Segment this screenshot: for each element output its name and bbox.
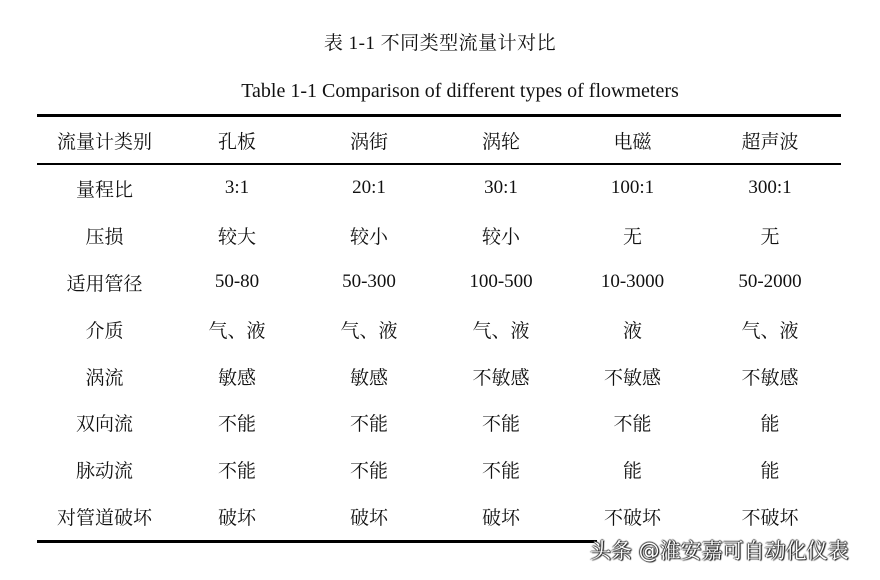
row-label: 量程比 (75, 179, 133, 201)
flowmeter-comparison-table (37, 117, 841, 540)
table-cell: 无 (760, 226, 780, 248)
table-cell: 较小 (349, 226, 388, 248)
table-row-pressure-loss (37, 212, 841, 259)
header-electromagnetic: 电磁 (613, 131, 652, 153)
table-caption-cn: 表 1-1 不同类型流量计对比 (323, 33, 557, 54)
row-label: 涡流 (85, 367, 124, 389)
table-row-pipe-damage (37, 493, 841, 540)
table-row-turndown (37, 163, 841, 212)
table-cell: 气、液 (472, 320, 530, 342)
table-cell: 能 (760, 414, 780, 436)
table-row-pipe-diameter (37, 259, 841, 306)
table-cell: 不能 (481, 414, 520, 436)
table-cell: 3:1 (224, 177, 250, 199)
table-cell: 10-3000 (600, 271, 665, 293)
table-header-row (37, 117, 841, 163)
table-cell: 能 (760, 461, 780, 483)
table-cell: 50-80 (214, 271, 260, 293)
row-label: 对管道破坏 (56, 508, 152, 530)
header-vortex: 涡街 (349, 131, 388, 153)
table-bottom-rule (37, 540, 597, 543)
table-cell: 较大 (217, 226, 256, 248)
row-label: 双向流 (75, 414, 133, 436)
table-cell: 不能 (481, 461, 520, 483)
table-cell: 不能 (349, 461, 388, 483)
header-ultrasonic: 超声波 (741, 131, 799, 153)
table-cell: 破坏 (481, 508, 520, 530)
table-cell: 不能 (217, 414, 256, 436)
table-cell: 较小 (481, 226, 520, 248)
row-label: 介质 (85, 320, 124, 342)
table-cell: 液 (622, 320, 642, 342)
table-cell: 破坏 (349, 508, 388, 530)
table-cell: 气、液 (741, 320, 799, 342)
header-orifice: 孔板 (217, 131, 256, 153)
table-cell: 300:1 (748, 177, 792, 199)
table-cell: 20:1 (352, 177, 386, 199)
table-cell: 100-500 (469, 271, 533, 293)
table-row-pulsating-flow (37, 446, 841, 493)
table-cell: 气、液 (340, 320, 398, 342)
table-caption-en: Table 1-1 Comparison of different types of flowmeters (241, 80, 679, 102)
watermark: 头条 @淮安嘉可自动化仪表 (590, 539, 849, 563)
table-cell: 50-2000 (738, 271, 802, 293)
table-cell: 30:1 (484, 177, 518, 199)
row-label: 压损 (85, 226, 124, 248)
table-cell: 破坏 (217, 508, 256, 530)
table-cell: 敏感 (217, 367, 256, 389)
table-row-swirl (37, 353, 841, 400)
table-cell: 能 (622, 461, 642, 483)
table-cell: 敏感 (349, 367, 388, 389)
table-cell: 不能 (613, 414, 652, 436)
table-cell: 不能 (349, 414, 388, 436)
table-cell: 不敏感 (472, 367, 530, 389)
table-cell: 不敏感 (603, 367, 661, 389)
header-turbine: 涡轮 (481, 131, 520, 153)
row-label: 脉动流 (75, 461, 133, 483)
table-cell: 不破坏 (603, 508, 661, 530)
header-category: 流量计类别 (56, 131, 152, 153)
table-cell: 不敏感 (741, 367, 799, 389)
table-cell: 不破坏 (741, 508, 799, 530)
table-row-medium (37, 306, 841, 353)
table-cell: 100:1 (610, 177, 655, 199)
row-label: 适用管径 (66, 273, 143, 295)
table-cell: 50-300 (342, 271, 396, 293)
table-cell: 不能 (217, 461, 256, 483)
table-cell: 无 (622, 226, 642, 248)
table-row-bidirectional-flow (37, 399, 841, 446)
table-cell: 气、液 (208, 320, 266, 342)
